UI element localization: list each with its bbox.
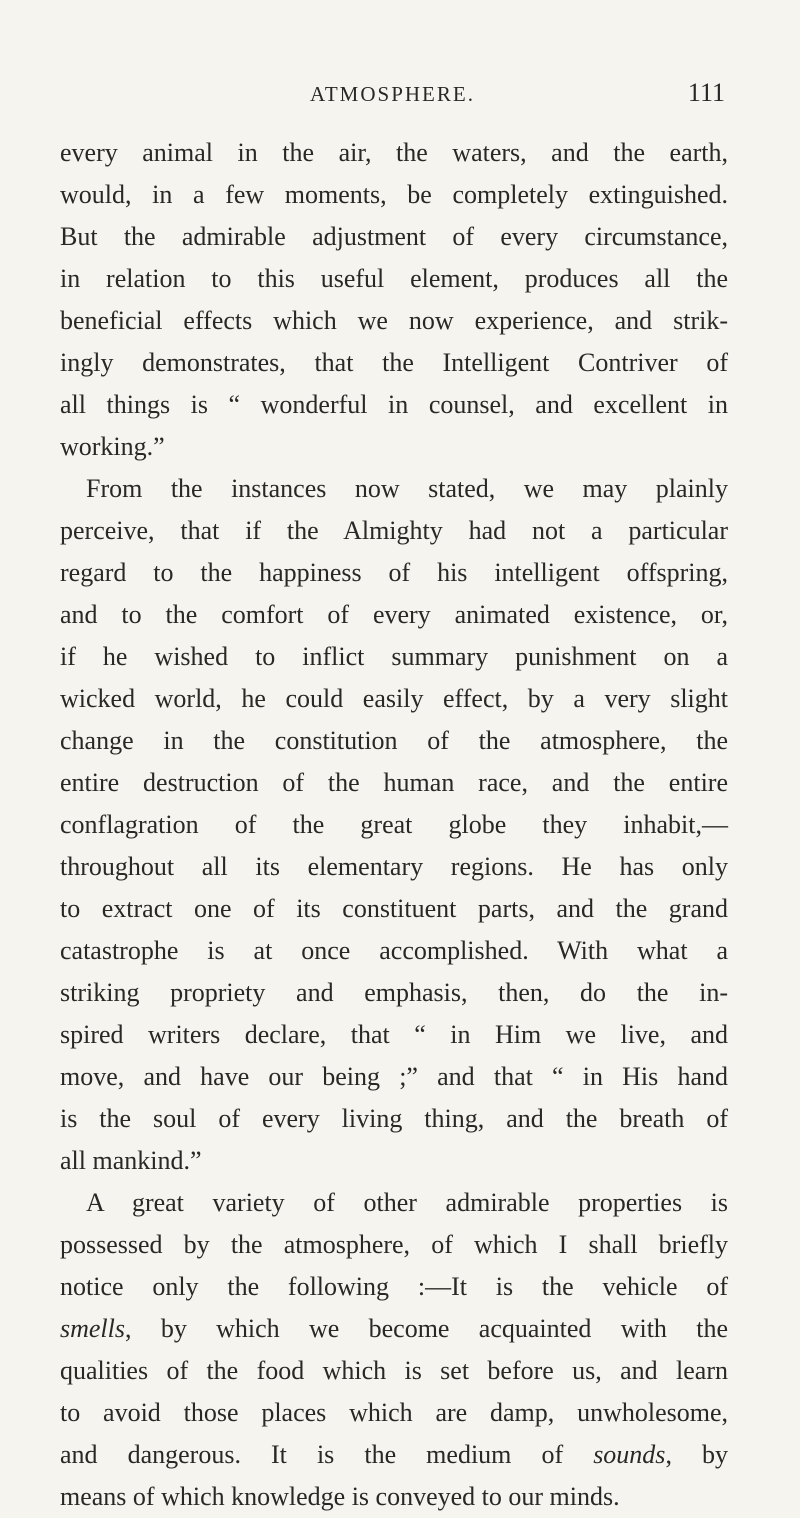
text-line	[60, 1308, 728, 1350]
text-line: if he wished to inflict summary punishment on a	[60, 642, 728, 671]
text-line: regard to the happiness of his intelligent offspring,	[60, 558, 728, 587]
text-line-segment: , by	[665, 1440, 728, 1469]
text-line: all mankind.”	[60, 1146, 202, 1175]
text-line: to extract one of its constituent parts, and the grand	[60, 894, 728, 923]
text-line: A great variety of other admirable properties is	[86, 1188, 728, 1217]
running-head	[60, 78, 725, 108]
italic-term: smells	[60, 1314, 125, 1343]
text-line-segment: and dangerous. It is the medium of	[60, 1440, 594, 1469]
text-line	[60, 1434, 728, 1476]
text-line: in relation to this useful element, produces all the	[60, 264, 728, 293]
text-line: to avoid those places which are damp, unwholesome,	[60, 1398, 728, 1427]
text-line: every animal in the air, the waters, and the earth,	[60, 138, 728, 167]
running-title: ATMOSPHERE.	[310, 82, 475, 106]
text-line: all things is “ wonderful in counsel, and excellent in	[60, 390, 728, 419]
text-line: catastrophe is at once accomplished. With what a	[60, 936, 728, 965]
text-line: working.”	[60, 432, 165, 461]
text-line: means of which knowledge is conveyed to our minds.	[60, 1482, 620, 1511]
text-line: But the admirable adjustment of every circumstance,	[60, 222, 728, 251]
page-number: 111	[687, 78, 725, 107]
body-text	[60, 132, 728, 1518]
italic-term: sounds	[593, 1440, 666, 1469]
text-line: is the soul of every living thing, and the breath of	[60, 1104, 728, 1133]
text-line: and to the comfort of every animated existence, or,	[60, 600, 728, 629]
text-line: move, and have our being ;” and that “ in His hand	[60, 1062, 728, 1091]
text-line: change in the constitution of the atmosphere, the	[60, 726, 728, 755]
text-line: qualities of the food which is set before us, and learn	[60, 1356, 728, 1385]
text-line: striking propriety and emphasis, then, do the in-	[60, 978, 728, 1007]
text-line: possessed by the atmosphere, of which I shall briefly	[60, 1230, 728, 1259]
text-line: entire destruction of the human race, and the entire	[60, 768, 728, 797]
text-line: ingly demonstrates, that the Intelligent Contriver of	[60, 348, 728, 377]
text-line: conflagration of the great globe they inhabit,—	[60, 810, 728, 839]
text-line: spired writers declare, that “ in Him we live, and	[60, 1020, 728, 1049]
text-line: notice only the following :—It is the vehicle of	[60, 1272, 728, 1301]
text-line-segment: , by which we become acquainted with the	[125, 1314, 728, 1343]
text-line: throughout all its elementary regions. He has only	[60, 852, 728, 881]
text-line: From the instances now stated, we may plainly	[86, 474, 728, 503]
text-line: would, in a few moments, be completely extinguished.	[60, 180, 728, 209]
text-line: beneficial effects which we now experience, and strik-	[60, 306, 728, 335]
text-line: perceive, that if the Almighty had not a particular	[60, 516, 728, 545]
text-line: wicked world, he could easily effect, by a very slight	[60, 684, 728, 713]
